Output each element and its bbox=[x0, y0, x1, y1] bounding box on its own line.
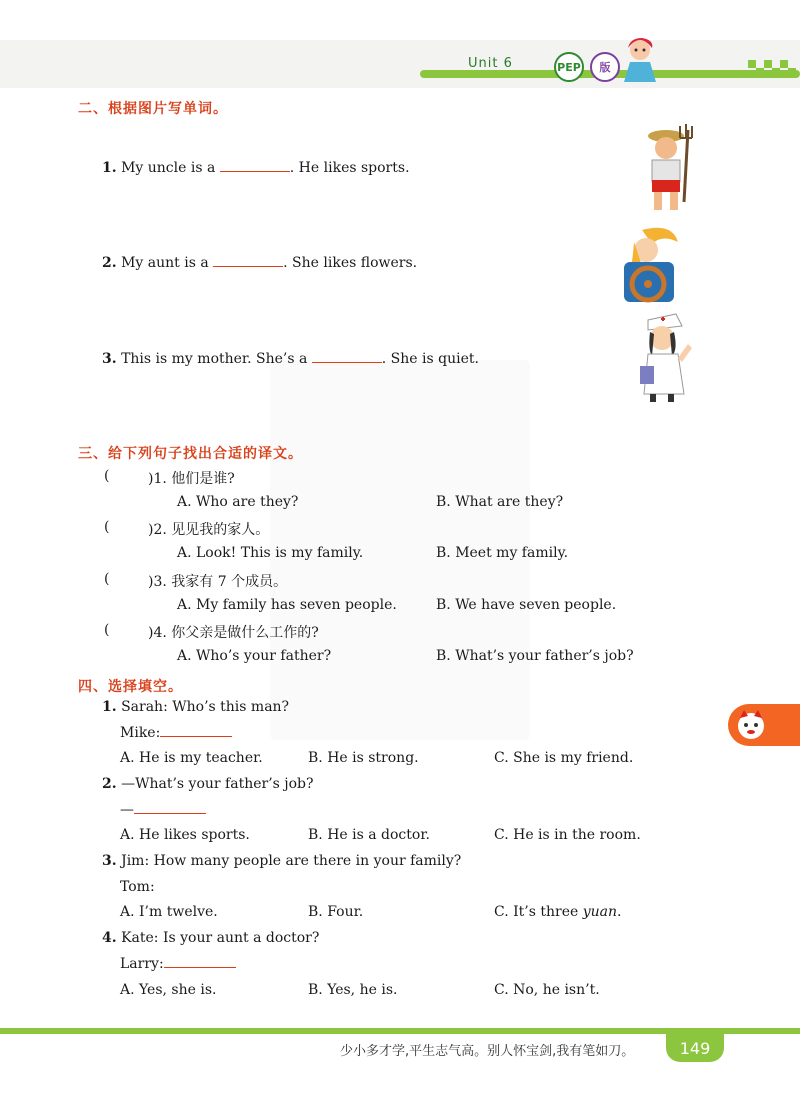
option-b: B. He is strong. bbox=[308, 750, 419, 766]
option-c: C. She is my friend. bbox=[494, 750, 634, 766]
option-b: B. Four. bbox=[308, 904, 364, 920]
edition-badge: 版 bbox=[590, 52, 620, 82]
section2-item-2: 2. My aunt is a . She likes flowers. bbox=[102, 255, 418, 271]
mascot-girl-icon bbox=[612, 34, 668, 84]
option-b: B. Yes, he is. bbox=[308, 982, 398, 998]
section4-response-2: — bbox=[120, 802, 206, 818]
option-a: A. I’m twelve. bbox=[120, 904, 218, 920]
option-b: B. He is a doctor. bbox=[308, 827, 430, 843]
option-c: C. He is in the room. bbox=[494, 827, 641, 843]
section2-item-3: 3. This is my mother. She’s a . She is quiet. bbox=[102, 351, 479, 367]
option-a: A. My family has seven people. bbox=[177, 597, 397, 613]
driver-picture bbox=[612, 222, 692, 314]
answer-blank[interactable] bbox=[164, 967, 236, 968]
option-b: B. What’s your father’s job? bbox=[436, 648, 634, 664]
nurse-picture bbox=[634, 310, 714, 402]
farmer-picture bbox=[636, 122, 716, 214]
option-a: A. He is my teacher. bbox=[120, 750, 263, 766]
answer-blank[interactable] bbox=[213, 266, 283, 267]
answer-paren[interactable]: ( bbox=[104, 468, 110, 484]
section4-response-4: Larry: bbox=[120, 956, 236, 972]
page-number: 149 bbox=[666, 1034, 724, 1062]
option-a: A. He likes sports. bbox=[120, 827, 250, 843]
section4-question-1: 1. Sarah: Who’s this man? bbox=[102, 699, 290, 715]
option-c: C. It’s three yuan. bbox=[494, 904, 622, 920]
answer-paren[interactable]: ( bbox=[104, 519, 110, 535]
section4-response-1: Mike: bbox=[120, 725, 232, 741]
section4-question-2: 2. —What’s your father’s job? bbox=[102, 776, 314, 792]
section3-question-3: )3. 我家有 7 个成员。 bbox=[148, 574, 288, 590]
answer-blank[interactable] bbox=[312, 362, 382, 363]
option-b: B. We have seven people. bbox=[436, 597, 617, 613]
option-b: B. Meet my family. bbox=[436, 545, 569, 561]
header-band bbox=[0, 40, 800, 88]
fox-mascot-icon bbox=[734, 708, 768, 742]
section3-heading: 三、给下列句子找出合适的译文。 bbox=[78, 446, 303, 462]
option-b: B. What are they? bbox=[436, 494, 564, 510]
section3-question-4: )4. 你父亲是做什么工作的? bbox=[148, 625, 319, 641]
option-a: A. Look! This is my family. bbox=[177, 545, 364, 561]
option-a: A. Who’s your father? bbox=[177, 648, 332, 664]
side-tab bbox=[728, 704, 800, 746]
unit-label: Unit 6 bbox=[468, 56, 513, 71]
answer-blank[interactable] bbox=[134, 813, 206, 814]
section3-question-1: )1. 他们是谁? bbox=[148, 471, 235, 487]
pep-badge: PEP bbox=[554, 52, 584, 82]
answer-paren[interactable]: ( bbox=[104, 571, 110, 587]
answer-blank[interactable] bbox=[220, 171, 290, 172]
option-c: C. No, he isn’t. bbox=[494, 982, 600, 998]
option-a: A. Who are they? bbox=[177, 494, 299, 510]
section4-question-3: 3. Jim: How many people are there in your family? bbox=[102, 853, 462, 869]
section2-heading: 二、根据图片写单词。 bbox=[78, 101, 228, 117]
answer-paren[interactable]: ( bbox=[104, 622, 110, 638]
answer-blank[interactable] bbox=[160, 736, 232, 737]
section3-question-2: )2. 见见我的家人。 bbox=[148, 522, 270, 538]
option-a: A. Yes, she is. bbox=[120, 982, 217, 998]
section2-item-1: 1. My uncle is a . He likes sports. bbox=[102, 160, 410, 176]
footer-motto: 少小多才学,平生志气高。别人怀宝剑,我有笔如刀。 bbox=[340, 1044, 635, 1059]
checker-pattern bbox=[748, 60, 800, 76]
section4-response-3: Tom: bbox=[120, 879, 155, 895]
section4-heading: 四、选择填空。 bbox=[78, 679, 183, 695]
section4-question-4: 4. Kate: Is your aunt a doctor? bbox=[102, 930, 320, 946]
